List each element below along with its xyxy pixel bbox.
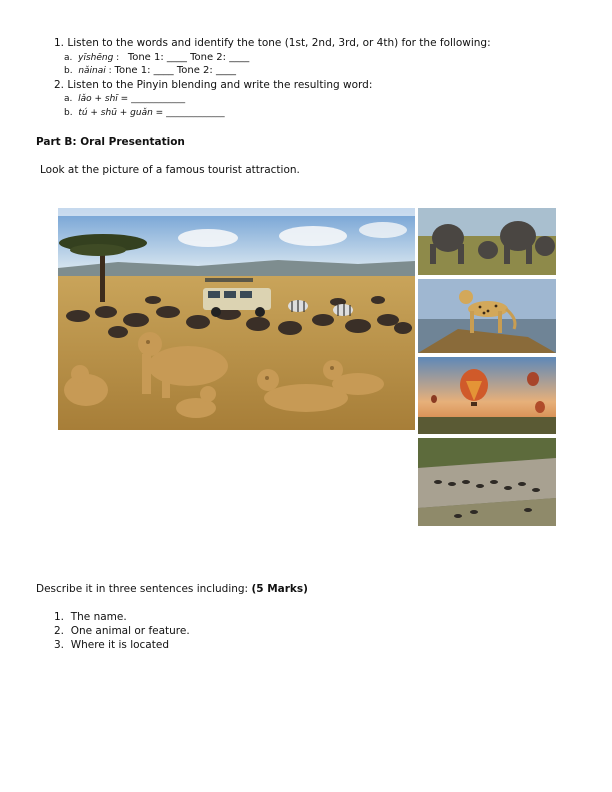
river-crossing-photo — [418, 438, 556, 526]
question-1: 1. Listen to the words and identify the tone (1st, 2nd, 3rd, or 4th) for the following: — [54, 37, 491, 49]
savanna-photo — [58, 208, 415, 430]
list-item: 3. Where it is located — [54, 639, 169, 651]
list-item: 1. The name. — [54, 611, 127, 623]
cheetah-photo — [418, 279, 556, 353]
elephants-photo — [418, 208, 556, 275]
part-b-intro: Look at the picture of a famous tourist attraction. — [40, 164, 300, 176]
question-2a: a. lǎo + shī = ____________ — [64, 94, 186, 104]
part-b-heading: Part B: Oral Presentation — [36, 136, 185, 148]
describe-instruction: Describe it in three sentences including: (5 Marks) — [36, 583, 308, 595]
question-1b: b. nǎinai : Tone 1: ____ Tone 2: ____ — [64, 65, 236, 76]
question-1a: a. yīshēng : Tone 1: ____ Tone 2: ____ — [64, 52, 250, 63]
list-item: 2. One animal or feature. — [54, 625, 190, 637]
question-2: 2. Listen to the Pinyin blending and write the resulting word: — [54, 79, 373, 91]
question-2b: b. tú + shū + guǎn = _____________ — [64, 108, 225, 118]
hot-air-balloons-photo — [418, 357, 556, 434]
